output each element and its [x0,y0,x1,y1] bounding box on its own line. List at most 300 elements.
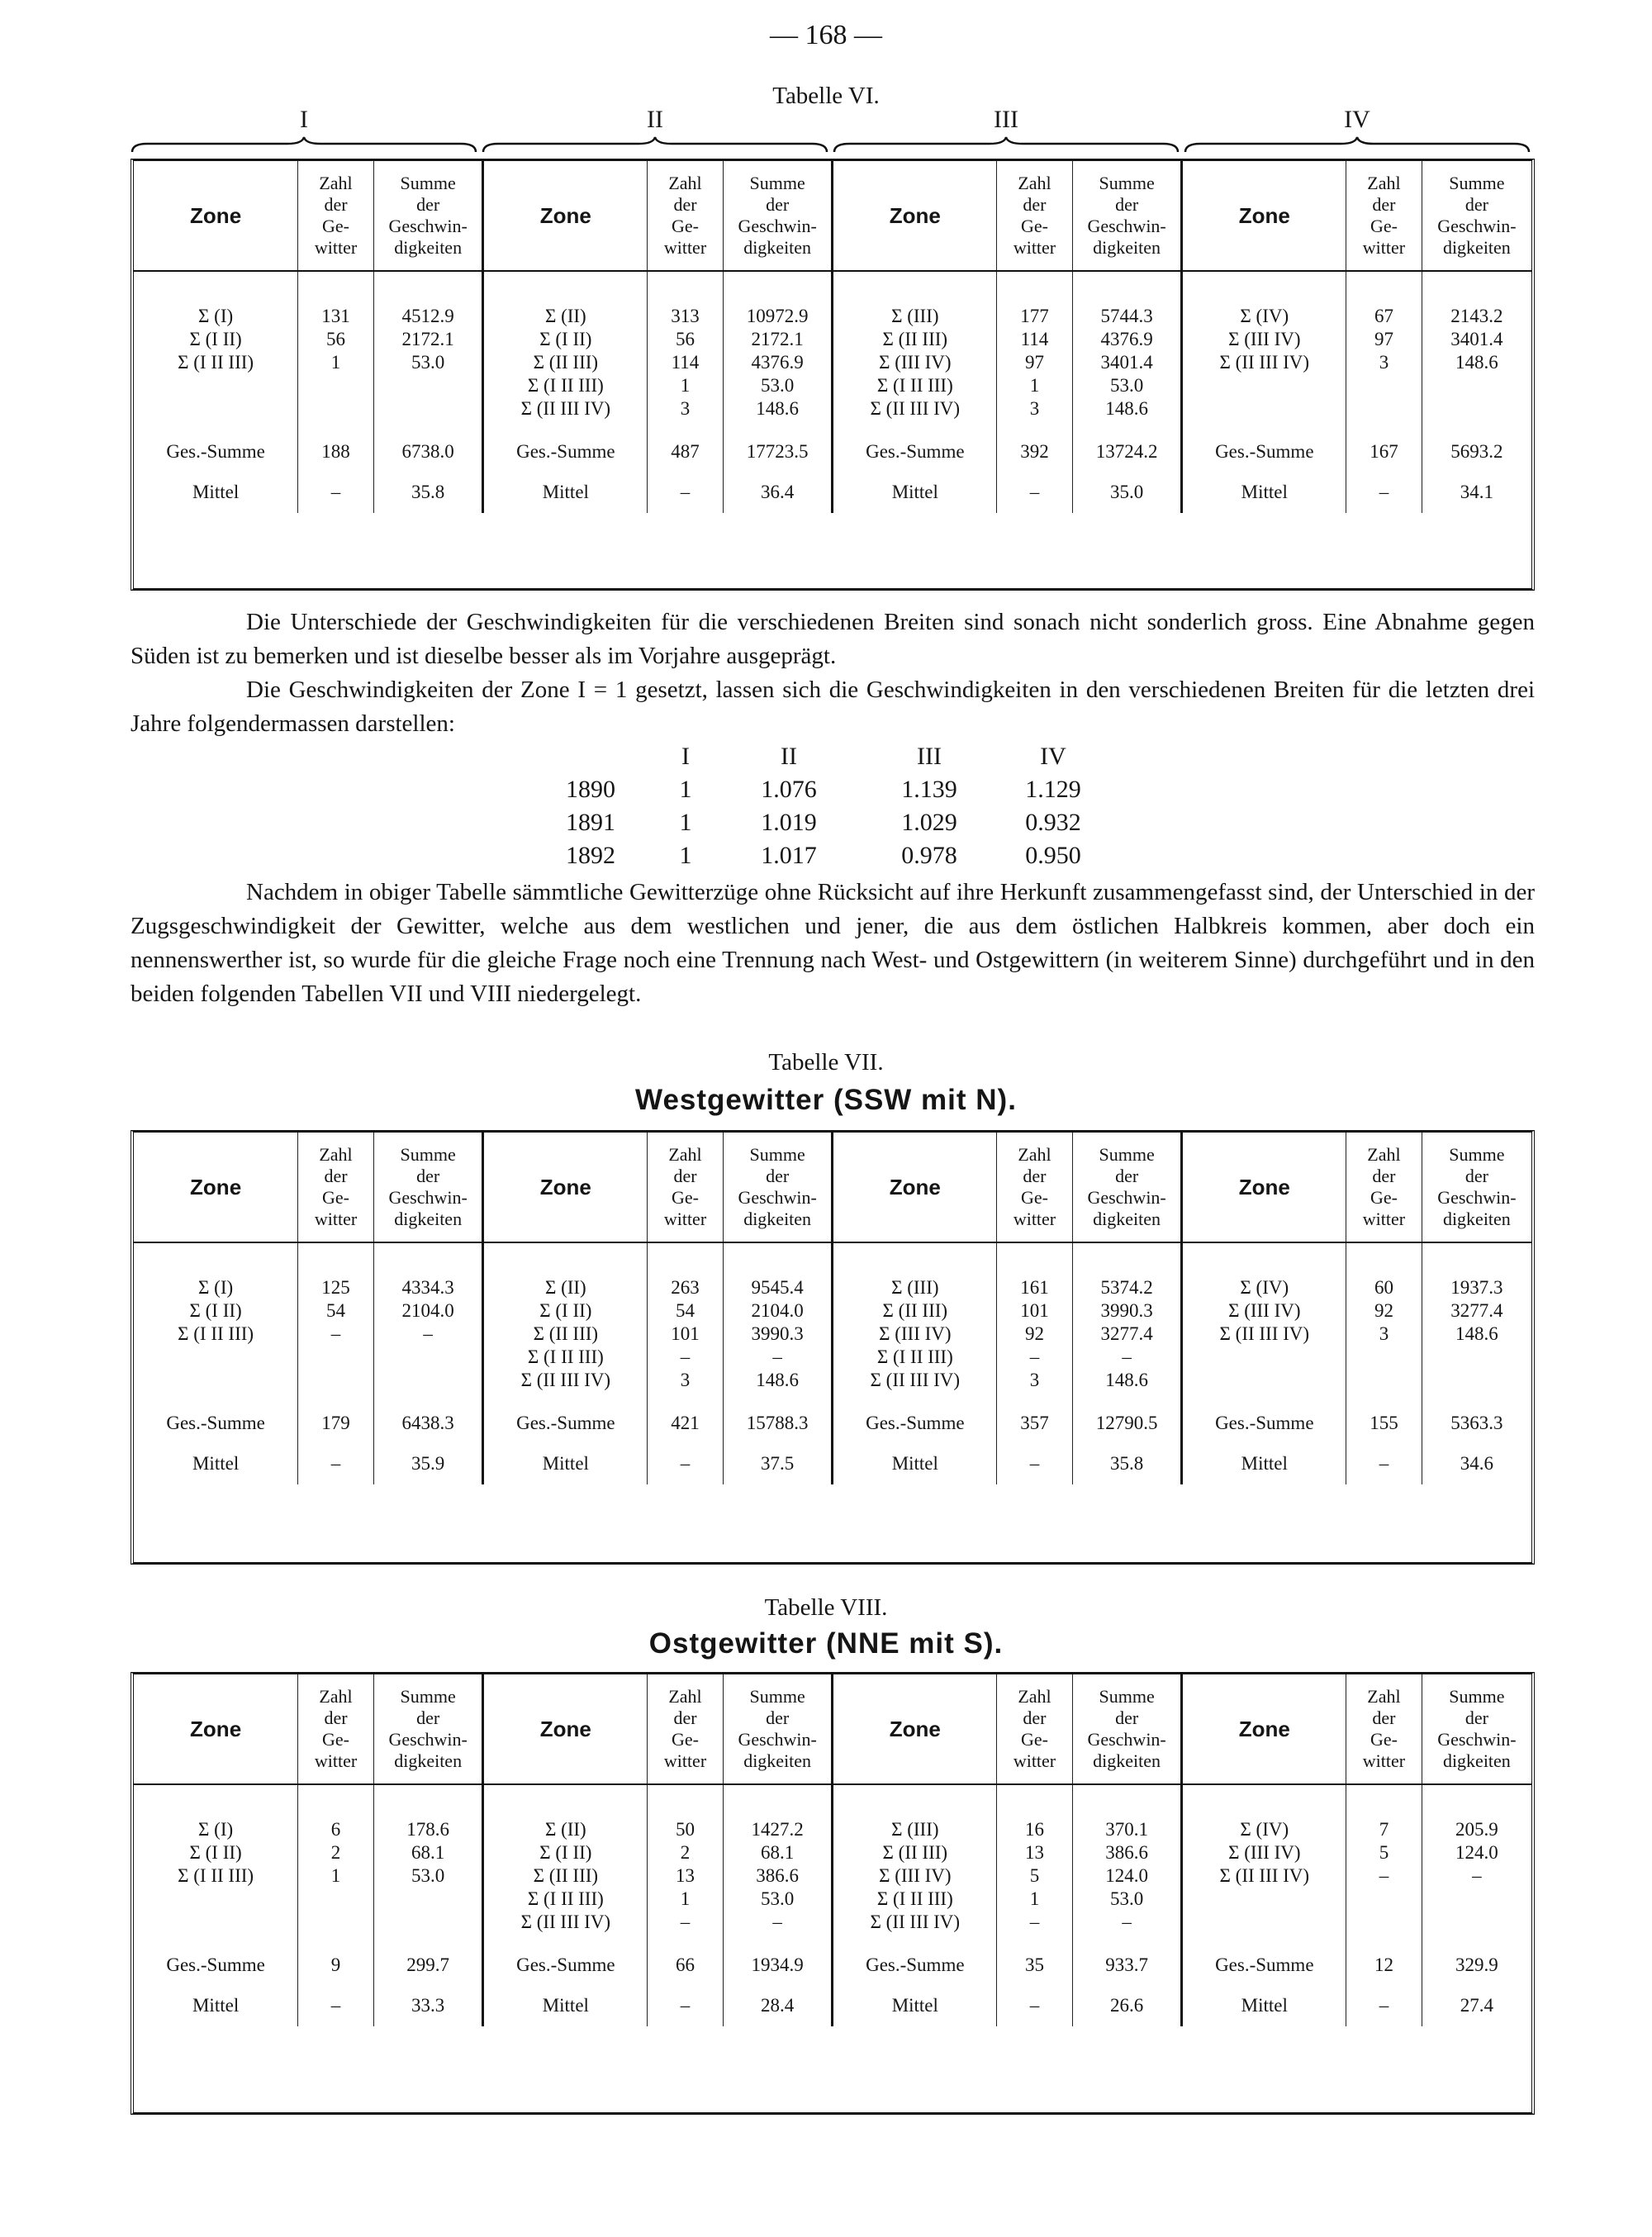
summe-entry: 2143.2 [1450,306,1503,326]
mittel-row [134,1985,1531,2026]
summe-header [373,1674,483,1784]
zahl-entry: – [680,1912,691,1932]
summe-entry: 53.0 [411,352,445,373]
paragraph-2-text: Die Geschwindigkeiten der Zone I = 1 gesetzt, lassen sich die Geschwindigkeiten in den verschiedenen Breiten für die letzten drei Jahre folgendermassen darstellen: [131,677,1535,737]
mittel-summe: 34.1 [1422,472,1531,513]
zahl-header-line: Zahl [1367,1144,1401,1165]
ges-summe-label: Ges.-Summe [1182,1945,1346,1985]
summe-entry: – [1122,1346,1132,1367]
zone-entry: Σ (II III IV) [520,1912,611,1932]
summe-header-line: der [766,1166,790,1186]
zahl-entry: 263 [671,1277,700,1298]
zone-entry: Σ (II III) [882,329,948,349]
summe-header-line: der [1464,1166,1488,1186]
summe-header-line: Geschwin- [1087,1729,1166,1750]
zahl-header-line: der [673,1707,697,1728]
ratio-cell: 1 [679,776,692,803]
zahl-entry: 13 [675,1865,695,1886]
ges-summe-label: Ges.-Summe [166,1413,265,1433]
zahl-entry: 177 [1020,306,1049,326]
summe-cell [1072,305,1182,432]
ratio-cell: 1.029 [901,809,957,836]
ratio-cell: 1.076 [761,776,817,803]
zahl-header-line: Ge- [322,1187,349,1208]
zahl-header-line: Ge- [1370,1729,1398,1750]
mittel-summe: 27.4 [1422,1985,1531,2026]
summe-header-line: digkeiten [1442,1750,1511,1771]
zahl-entry: 3 [1379,352,1389,373]
summe-entry: 68.1 [411,1842,445,1863]
zone-cell [1182,1276,1346,1403]
zone-entry: Σ (IV) [1240,1819,1289,1840]
summe-header-line: der [1115,194,1139,215]
zahl-entry: – [330,1323,341,1344]
zone-cell [833,1276,997,1403]
summe-entry: 4376.9 [1100,329,1153,349]
zone-entry: Σ (III IV) [1228,1300,1301,1321]
summe-header-line: der [416,1166,440,1186]
header-row [134,1674,1531,1784]
zahl-entry: – [1029,1912,1040,1932]
mittel-label: Mittel [1182,1443,1346,1484]
summe-header-line: digkeiten [394,237,463,258]
zahl-header-line: Zahl [668,173,702,193]
summe-header [1422,161,1531,271]
summe-header-line: der [416,1707,440,1728]
zone-header: Zone [134,161,298,271]
zone-entry: Σ (III IV) [879,1323,952,1344]
zahl-header [298,1133,374,1242]
year-table [529,740,1107,872]
mittel-zahl: – [997,1443,1073,1484]
zone-cell [1182,305,1346,432]
summe-header-line: digkeiten [394,1750,463,1771]
zahl-cell [298,1276,374,1403]
summe-entry: 1427.2 [751,1819,804,1840]
ratio-cell: 1 [679,842,692,869]
zahl-header-line: der [1023,194,1047,215]
zahl-cell [298,1818,374,1945]
zahl-entry: 1 [330,352,341,373]
mittel-zahl: – [298,1443,374,1484]
zahl-header-line: witter [1013,1209,1056,1229]
zahl-entry: 54 [675,1300,695,1321]
ratio-cell: 0.950 [1025,842,1081,869]
mittel-zahl: – [1346,1443,1422,1484]
zahl-entry: 125 [321,1277,350,1298]
zone-cell [134,1276,298,1403]
zahl-header [997,161,1073,271]
zahl-cell [997,1818,1073,1945]
summe-entry: 148.6 [1455,1323,1498,1344]
mittel-zahl: – [298,1985,374,2026]
zone-entry: Σ (II III) [533,352,599,373]
zahl-header-line: witter [314,237,358,258]
summe-header-line: Summe [749,1144,805,1165]
summe-header-line: Geschwin- [388,1187,468,1208]
zahl-header-line: der [1023,1707,1047,1728]
summe-header-line: digkeiten [1093,237,1161,258]
summe-entry: 9545.4 [751,1277,804,1298]
mittel-label: Mittel [1182,1985,1346,2026]
mittel-label: Mittel [833,472,997,513]
zone-entry: Σ (III IV) [1228,1842,1301,1863]
zone-cell [134,305,298,432]
summe-header [373,161,483,271]
year-row [529,773,1107,806]
zahl-header-line: Ge- [1370,216,1398,236]
ges-summe-label: Ges.-Summe [166,1954,265,1975]
zahl-entry: – [1029,1346,1040,1367]
zahl-entry: 97 [1024,352,1044,373]
ges-summe: 5693.2 [1422,432,1531,472]
zone-entry: Σ (I II III) [527,1888,604,1909]
zone-entry: Σ (I) [198,306,234,326]
zone-entry: Σ (III) [891,1819,939,1840]
zahl-cell [648,1818,724,1945]
mittel-label: Mittel [833,1985,997,2026]
summe-cell [1422,1818,1531,1945]
zone-entry: Σ (III IV) [879,1865,952,1886]
zone-entry: Σ (I II III) [178,1323,254,1344]
mittel-label: Mittel [483,1443,648,1484]
ges-summe-row [134,1403,1531,1443]
zahl-header-line: witter [1362,1750,1406,1771]
zahl-header-line: witter [314,1750,358,1771]
summe-cell [723,1276,833,1403]
year-col-header: I [681,743,690,770]
zahl-header-line: witter [1362,1209,1406,1229]
summe-header-line: Geschwin- [388,216,468,236]
zahl-entry: 3 [680,1370,691,1390]
zone-cell [833,305,997,432]
zone-entry: Σ (II III IV) [1219,1323,1310,1344]
zone-entry: Σ (II III) [533,1323,599,1344]
zone-entry: Σ (I II III) [178,1865,254,1886]
table7 [131,1130,1535,1565]
ges-summe: 17723.5 [723,432,833,472]
zahl-header-line: Zahl [1367,173,1401,193]
zahl-header-line: Zahl [668,1686,702,1707]
ratio-cell: 1 [679,809,692,836]
summe-header-line: Summe [749,173,805,193]
ges-zahl: 487 [648,432,724,472]
ges-summe-label: Ges.-Summe [833,1945,997,1985]
summe-entry: 2172.1 [401,329,454,349]
ges-zahl: 12 [1346,1945,1422,1985]
summe-header-line: der [1115,1166,1139,1186]
zahl-header-line: Zahl [1018,1686,1051,1707]
ges-summe: 12790.5 [1072,1403,1182,1443]
header-row [134,161,1531,271]
zahl-header-line: witter [663,237,707,258]
zahl-header-line: witter [314,1209,358,1229]
summe-header-line: Geschwin- [388,1729,468,1750]
ges-summe-label: Ges.-Summe [833,1403,997,1443]
zahl-header-line: Ge- [322,1729,349,1750]
summe-entry: 386.6 [756,1865,799,1886]
mittel-label: Mittel [483,472,648,513]
zone-entry: Σ (II III IV) [520,1370,611,1390]
mittel-zahl: – [648,472,724,513]
zone-entry: Σ (III) [891,1277,939,1298]
mittel-label: Mittel [192,482,240,502]
ges-summe: 6738.0 [373,432,483,472]
ges-summe: 5363.3 [1422,1403,1531,1443]
summe-entry: 148.6 [756,398,799,419]
summe-entry: 4512.9 [401,306,454,326]
summe-header-line: Geschwin- [1087,1187,1166,1208]
zahl-entry: 161 [1020,1277,1049,1298]
zahl-entry: 6 [330,1819,341,1840]
mittel-zahl: – [997,472,1073,513]
ratio-cell: 1.017 [761,842,817,869]
zahl-entry: 131 [321,306,350,326]
zone-entry: Σ (I II) [189,1300,242,1321]
zone-entry: Σ (I II) [189,1842,242,1863]
zahl-header-line: Zahl [1018,1144,1051,1165]
mittel-summe: 35.8 [373,472,483,513]
zahl-entry: 92 [1024,1323,1044,1344]
summe-entry: – [1472,1865,1482,1886]
zahl-header-line: Ge- [322,216,349,236]
summe-header-line: digkeiten [394,1209,463,1229]
zahl-cell [1346,1276,1422,1403]
summe-entry: – [772,1346,782,1367]
zahl-cell [648,1276,724,1403]
zahl-header-line: Zahl [668,1144,702,1165]
zahl-header-line: witter [1013,1750,1056,1771]
summe-header-line: Summe [1449,1686,1505,1707]
zone-entry: Σ (I II III) [527,375,604,396]
zahl-header-line: Ge- [1020,216,1048,236]
summe-cell [723,1818,833,1945]
summe-entry: 148.6 [1455,352,1498,373]
zone-entry: Σ (II III) [533,1865,599,1886]
zone-entry: Σ (I II III) [876,1346,953,1367]
summe-header-line: digkeiten [1093,1209,1161,1229]
summe-entry: 1937.3 [1450,1277,1503,1298]
zone-header: Zone [483,1133,648,1242]
mittel-summe: 34.6 [1422,1443,1531,1484]
zone-cell [1182,1818,1346,1945]
zahl-header [648,161,724,271]
summe-header-line: Geschwin- [738,216,817,236]
zahl-header [1346,161,1422,271]
summe-header-line: Geschwin- [1087,216,1166,236]
zahl-header-line: der [1372,1166,1396,1186]
summe-header-line: Geschwin- [1437,1729,1517,1750]
table8-title: Ostgewitter (NNE mit S). [648,1627,1004,1660]
summe-entry: – [772,1912,782,1932]
zone-entry: Σ (II III IV) [870,1370,961,1390]
zahl-header-line: Zahl [1018,173,1051,193]
summe-header [1072,1674,1182,1784]
summe-header-line: Summe [1449,173,1505,193]
summe-entry: 53.0 [1109,375,1144,396]
zahl-entry: 67 [1374,306,1393,326]
zone-header: Zone [833,1133,997,1242]
zahl-entry: – [1379,1865,1389,1886]
summe-header-line: Geschwin- [738,1187,817,1208]
mittel-summe: 28.4 [723,1985,833,2026]
zone-entry: Σ (I II) [539,329,592,349]
zone-entry: Σ (II III IV) [1219,352,1310,373]
zahl-entry: 1 [680,1888,691,1909]
summe-entry: 148.6 [1105,398,1148,419]
zone-entry: Σ (I II) [539,1842,592,1863]
summe-entry: 5744.3 [1100,306,1153,326]
group-label-3: III [994,106,1018,133]
zahl-header-line: der [324,1707,348,1728]
summe-entry: 2104.0 [401,1300,454,1321]
summe-cell [373,1818,483,1945]
zahl-entry: 7 [1379,1819,1389,1840]
summe-header-line: der [766,1707,790,1728]
table7-caption: Tabelle VII. [768,1049,884,1076]
mittel-row [134,472,1531,513]
ges-summe-label: Ges.-Summe [1182,1403,1346,1443]
zone-entry: Σ (IV) [1240,306,1289,326]
table-row [134,1276,1531,1403]
year-row [529,839,1107,872]
zahl-header-line: Ge- [1020,1729,1048,1750]
ges-summe: 13724.2 [1072,432,1182,472]
header-row [134,1133,1531,1242]
ges-zahl: 421 [648,1403,724,1443]
mittel-summe: 36.4 [723,472,833,513]
table6-caption: Tabelle VI. [772,83,880,109]
zahl-cell [298,305,374,432]
paragraph-1 [131,606,1535,673]
zahl-header-line: Ge- [672,1187,699,1208]
summe-entry: 53.0 [761,375,795,396]
zahl-entry: 2 [680,1842,691,1863]
summe-header-line: der [1464,194,1488,215]
zone-entry: Σ (I II) [539,1300,592,1321]
zahl-entry: 97 [1374,329,1393,349]
summe-header-line: digkeiten [743,1750,812,1771]
zahl-entry: 313 [671,306,700,326]
ratio-cell: 1.139 [901,776,957,803]
brace-3 [833,135,1180,154]
summe-header-line: Geschwin- [1437,216,1517,236]
summe-header [1072,161,1182,271]
zahl-entry: 3 [1029,1370,1040,1390]
ratio-cell: 0.978 [901,842,957,869]
zahl-header-line: der [673,194,697,215]
mittel-row [134,1443,1531,1484]
summe-entry: 178.6 [406,1819,450,1840]
zone-entry: Σ (II) [544,1819,586,1840]
ratio-cell: 1.019 [761,809,817,836]
mittel-zahl: – [997,1985,1073,2026]
mittel-label: Mittel [1182,472,1346,513]
summe-entry: 124.0 [1105,1865,1148,1886]
group-label-4: IV [1344,106,1370,133]
zahl-entry: 1 [1029,375,1040,396]
summe-entry: 3990.3 [1100,1300,1153,1321]
summe-header-line: der [1115,1707,1139,1728]
zahl-header [298,161,374,271]
mittel-summe: 35.9 [373,1443,483,1484]
ges-zahl: 357 [997,1403,1073,1443]
ges-summe: 1934.9 [723,1945,833,1985]
mittel-label: Mittel [192,1995,240,2016]
zahl-cell [997,305,1073,432]
mittel-zahl: – [648,1985,724,2026]
mittel-zahl: – [648,1443,724,1484]
summe-header-line: der [1464,1707,1488,1728]
year-cell: 1890 [566,776,615,803]
ratio-cell: 0.932 [1025,809,1081,836]
summe-entry: 5374.2 [1100,1277,1153,1298]
summe-header-line: digkeiten [1442,237,1511,258]
zahl-header [1346,1133,1422,1242]
table8 [131,1672,1535,2115]
zone-entry: Σ (II III IV) [520,398,611,419]
summe-header-line: Summe [400,1144,456,1165]
table6 [131,159,1535,591]
ges-summe: 15788.3 [723,1403,833,1443]
zone-entry: Σ (II) [544,1277,586,1298]
zone-entry: Σ (I) [198,1819,234,1840]
zone-header: Zone [134,1133,298,1242]
mittel-summe: 37.5 [723,1443,833,1484]
summe-entry: 53.0 [761,1888,795,1909]
ges-summe-label: Ges.-Summe [483,432,648,472]
zahl-header [1346,1674,1422,1784]
zahl-entry: 50 [675,1819,695,1840]
zahl-entry: 16 [1024,1819,1044,1840]
ges-zahl: 392 [997,432,1073,472]
summe-cell [1072,1818,1182,1945]
mittel-label: Mittel [483,1985,648,2026]
summe-header [1422,1674,1531,1784]
zahl-entry: 54 [326,1300,345,1321]
zone-entry: Σ (III) [891,306,939,326]
zahl-header-line: der [1372,194,1396,215]
summe-header [1072,1133,1182,1242]
mittel-summe: 35.8 [1072,1443,1182,1484]
summe-header-line: Summe [749,1686,805,1707]
zahl-entry: 60 [1374,1277,1393,1298]
summe-header-line: Summe [400,1686,456,1707]
zone-entry: Σ (I II) [189,329,242,349]
year-cell: 1892 [566,842,615,869]
zahl-entry: 101 [671,1323,700,1344]
summe-entry: 4334.3 [401,1277,454,1298]
zahl-entry: 3 [1029,398,1040,419]
mittel-label: Mittel [192,1453,240,1474]
summe-header-line: Geschwin- [1437,1187,1517,1208]
zahl-entry: 56 [326,329,345,349]
zahl-header-line: witter [1362,237,1406,258]
year-table-header [529,740,1107,773]
zone-header: Zone [483,161,648,271]
mittel-summe: 26.6 [1072,1985,1182,2026]
zahl-header [997,1133,1073,1242]
summe-header [1422,1133,1531,1242]
zahl-header-line: witter [663,1209,707,1229]
summe-entry: – [1122,1912,1132,1932]
summe-header-line: Summe [1449,1144,1505,1165]
zahl-header [648,1133,724,1242]
zone-entry: Σ (IV) [1240,1277,1289,1298]
zahl-header [997,1674,1073,1784]
zahl-cell [1346,1818,1422,1945]
zone-header: Zone [833,161,997,271]
